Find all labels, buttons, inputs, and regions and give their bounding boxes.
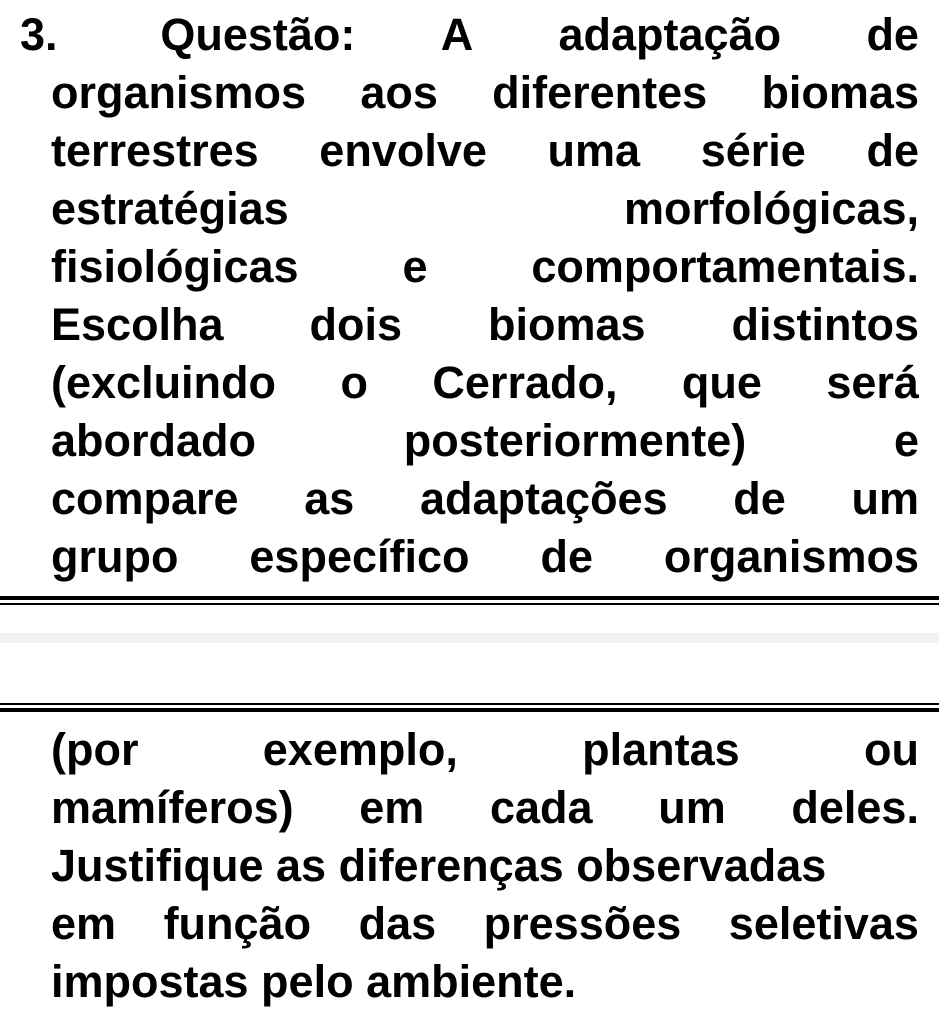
page-break-rule-top-thick <box>0 596 939 600</box>
word: ou <box>864 724 919 775</box>
word: adaptação <box>558 9 782 60</box>
text-line <box>0 721 939 779</box>
question-part-1 <box>0 6 939 586</box>
word: plantas <box>582 724 740 775</box>
word: posteriormente) <box>403 415 747 466</box>
word: grupo <box>51 531 179 582</box>
question-part-2 <box>0 721 939 1011</box>
word: envolve <box>319 125 487 176</box>
word: uma <box>547 125 641 176</box>
word: (excluindo <box>51 357 277 408</box>
word: será <box>826 357 919 408</box>
word: que <box>681 357 762 408</box>
word: deles. <box>791 782 919 833</box>
word: biomas <box>761 67 919 118</box>
text-line <box>0 296 939 354</box>
word: organismos <box>663 531 919 582</box>
word: exemplo, <box>262 724 458 775</box>
question-number: 3. <box>20 9 58 60</box>
word: o <box>340 357 368 408</box>
text-line <box>0 953 939 1011</box>
page-gap <box>0 633 939 643</box>
word: A <box>440 9 474 60</box>
text-line <box>0 238 939 296</box>
word: Escolha <box>51 299 224 350</box>
word: morfológicas, <box>623 183 919 234</box>
word: Questão: <box>160 9 356 60</box>
text-line <box>0 470 939 528</box>
word: de <box>866 125 919 176</box>
word: Cerrado, <box>432 357 618 408</box>
word: função <box>163 898 312 949</box>
page-break-rule-bottom-thin <box>0 703 939 705</box>
word: aos <box>360 67 438 118</box>
word: diferentes <box>492 67 708 118</box>
word: mamíferos) <box>51 782 294 833</box>
page-break-rule-bottom-thick <box>0 708 939 712</box>
word: em <box>51 898 117 949</box>
text-line <box>0 895 939 953</box>
word: seletivas <box>728 898 919 949</box>
word: de <box>866 9 919 60</box>
text-line <box>0 64 939 122</box>
word: série <box>700 125 806 176</box>
word: e <box>893 415 919 466</box>
word: impostas pelo ambiente. <box>51 956 577 1007</box>
word: compare <box>51 473 239 524</box>
text-line <box>0 180 939 238</box>
word: distintos <box>731 299 919 350</box>
text-line <box>0 122 939 180</box>
word: abordado <box>51 415 257 466</box>
word: específico <box>249 531 470 582</box>
word: dois <box>309 299 403 350</box>
word: um <box>658 782 726 833</box>
word: das <box>358 898 437 949</box>
word: um <box>851 473 919 524</box>
text-line <box>0 6 939 64</box>
word: as <box>304 473 355 524</box>
word: em <box>359 782 425 833</box>
text-line <box>0 354 939 412</box>
word: de <box>540 531 593 582</box>
page-break-rule-top-thin <box>0 603 939 605</box>
word: organismos <box>51 67 307 118</box>
word: pressões <box>483 898 682 949</box>
word: biomas <box>488 299 646 350</box>
word: estratégias <box>51 183 289 234</box>
text-line <box>0 837 939 895</box>
text-line <box>0 528 939 586</box>
word: e <box>402 241 428 292</box>
word: de <box>733 473 786 524</box>
word: comportamentais. <box>531 241 919 292</box>
text-line <box>0 779 939 837</box>
word: adaptações <box>420 473 668 524</box>
word: cada <box>489 782 593 833</box>
text-line <box>0 412 939 470</box>
word: fisiológicas <box>51 241 299 292</box>
word: (por <box>51 724 139 775</box>
word: Justifique as diferenças observadas <box>51 840 827 891</box>
word: terrestres <box>51 125 259 176</box>
